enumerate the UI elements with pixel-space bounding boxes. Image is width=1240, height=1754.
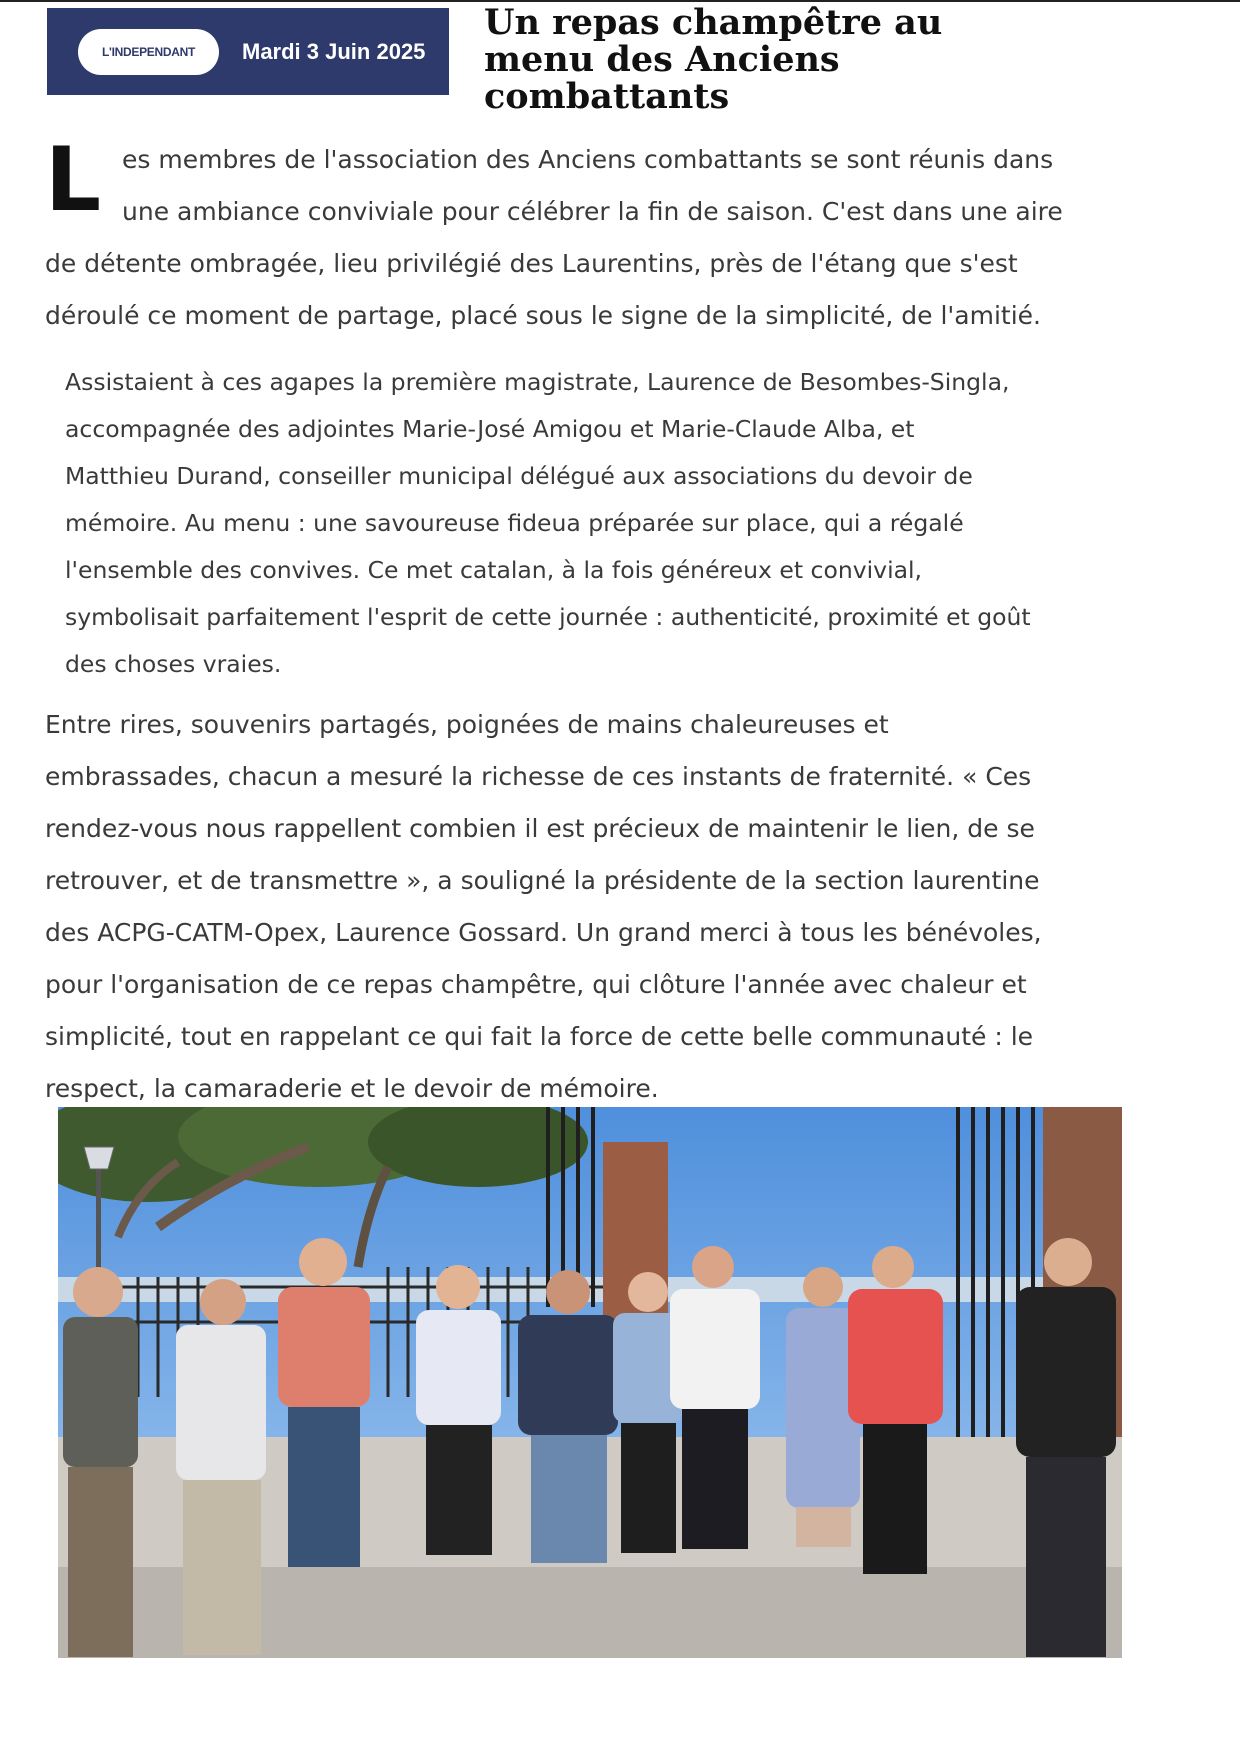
text-line: mémoire. Au menu : une savoureuse fideua préparée sur place, qui a régalé: [65, 509, 964, 537]
drop-cap: L: [45, 128, 102, 231]
text-line: rendez-vous nous rappellent combien il est précieux de maintenir le lien, de se: [45, 814, 1035, 843]
article-title: [484, 4, 1204, 115]
title-line: menu des Anciens: [484, 39, 840, 80]
text-line: déroulé ce moment de partage, placé sous le signe de la simplicité, de l'amitié.: [45, 301, 1041, 330]
person: [63, 1267, 138, 1657]
text-line: Matthieu Durand, conseiller municipal délégué aux associations du devoir de: [65, 462, 973, 490]
person: [176, 1279, 266, 1655]
text-line: de détente ombragée, lieu privilégié des Laurentins, près de l'étang que s'est: [45, 249, 1018, 278]
newspaper-header-band: [47, 8, 449, 95]
person: [278, 1238, 370, 1567]
gate-pillar-left: [603, 1142, 668, 1342]
person: [1016, 1238, 1116, 1657]
text-line: es membres de l'association des Anciens combattants se sont réunis dans: [122, 145, 1054, 174]
text-line: retrouver, et de transmettre », a souligné la présidente de la section laurentine: [45, 866, 1040, 895]
body-paragraph-2: [65, 365, 1205, 694]
publication-date: Mardi 3 Juin 2025: [242, 38, 426, 64]
newspaper-logo: [78, 29, 219, 75]
text-line: une ambiance conviviale pour célébrer la fin de saison. C'est dans une aire: [122, 197, 1063, 226]
article-photo: [58, 1107, 1122, 1658]
title-line: combattants: [484, 76, 730, 117]
text-line: simplicité, tout en rappelant ce qui fait la force de cette belle communauté : le: [45, 1022, 1034, 1051]
person: [670, 1246, 760, 1549]
text-line: Assistaient à ces agapes la première magistrate, Laurence de Besombes-Singla,: [65, 368, 1010, 396]
text-line: des choses vraies.: [65, 650, 282, 678]
text-line: pour l'organisation de ce repas champêtre, qui clôture l'année avec chaleur et: [45, 970, 1027, 999]
logo-text: L'INDEPENDANT: [102, 44, 195, 59]
title-line: Un repas champêtre au: [484, 2, 943, 43]
text-line: respect, la camaraderie et le devoir de mémoire.: [45, 1074, 659, 1103]
text-line: Entre rires, souvenirs partagés, poignées de mains chaleureuses et: [45, 710, 889, 739]
intro-paragraph: [45, 128, 1205, 348]
text-line: embrassades, chacun a mesuré la richesse de ces instants de fraternité. « Ces: [45, 762, 1032, 791]
text-line: l'ensemble des convives. Ce met catalan, à la fois généreux et convivial,: [65, 556, 923, 584]
text-line: symbolisait parfaitement l'esprit de cette journée : authenticité, proximité et goût: [65, 603, 1031, 631]
body-paragraph-3: [45, 708, 1215, 1124]
text-line: accompagnée des adjointes Marie-José Amigou et Marie-Claude Alba, et: [65, 415, 915, 443]
text-line: des ACPG-CATM-Opex, Laurence Gossard. Un grand merci à tous les bénévoles,: [45, 918, 1042, 947]
